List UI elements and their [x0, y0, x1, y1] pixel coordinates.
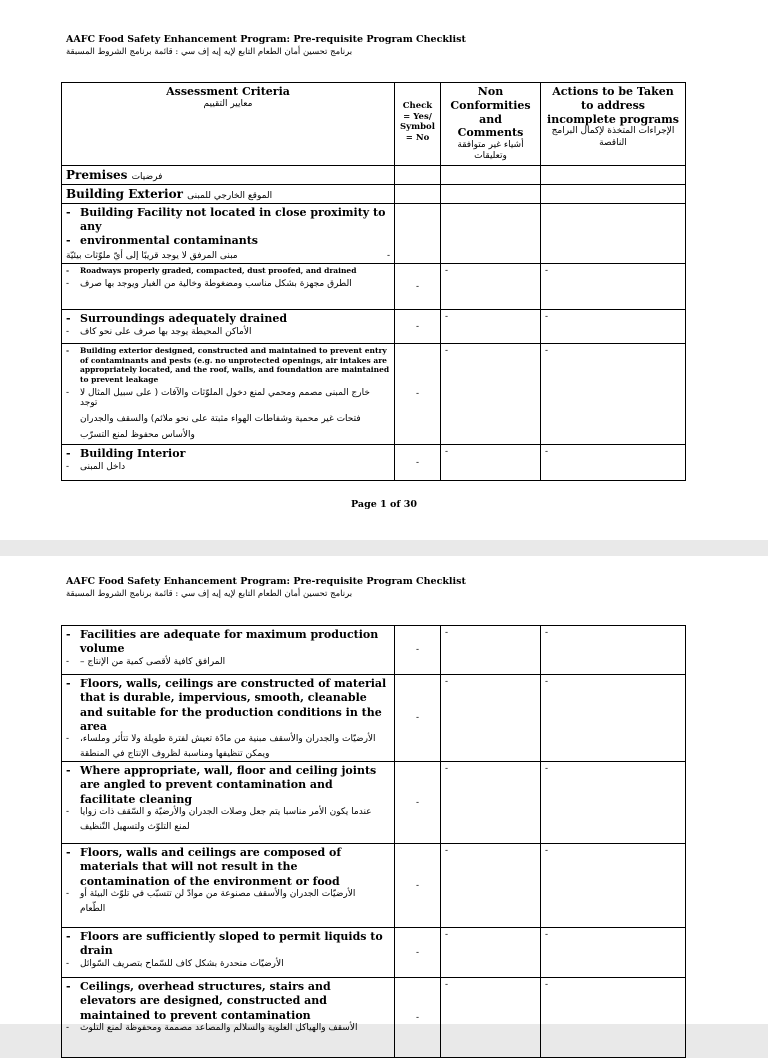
column-header-check: Check = Yes/ Symbol = No: [395, 83, 441, 166]
criteria-label-arabic: معايير التقييم: [203, 98, 253, 109]
nc-cell[interactable]: -: [441, 310, 541, 344]
nc-label: Non Conformities and Comments: [450, 85, 531, 140]
criteria-cell: - Building exterior designed, constructed and maintained to prevent entry of contaminants and pests (e.g. no unprotected openings, air intakes are appropriately located, and the roof, walls, and foundation are maintained to prevent leakage - خارج المبنى مصمم ومحمي لمنع دخول الملوّثات والآفات ( على سبيل المثال لا توجد فتحات غير محمية وشفاطات الهواء مثبتة على نحو ملائم) والسقف والجدران والأساس محفوظ لمنع التسرّب: [62, 344, 395, 445]
table-row: [62, 264, 686, 310]
nc-cell[interactable]: -: [441, 762, 541, 844]
page-number: Page 1 of 30: [351, 499, 417, 510]
criteria-text-arabic: عندما يكون الأمر مناسبا يتم جعل وصلات الجدران والأرضيّة و السّقف ذات زوايا: [80, 807, 372, 818]
criteria-cell: - Roadways properly graded, compacted, dust proofed, and drained - الطرق مجهزة بشكل مناسب ومضغوطة وخالية من الغبار ويوجد بها صرف: [62, 264, 395, 310]
criteria-cell: - Building Facility not located in close proximity to any - environmental contaminants مبنى المرفق لا يوجد قريبًا إلى أيّ ملوّثات بيئيّة -: [62, 203, 395, 264]
actions-cell[interactable]: -: [541, 264, 686, 310]
criteria-text-arabic: الأرضيّات منحدرة بشكل كاف للسّماح بتصريف السّوائل: [80, 958, 284, 969]
criteria-text-arabic: فتحات غير محمية وشفاطات الهواء مثبتة على نحو ملائم) والسقف والجدران: [80, 413, 361, 424]
table-row: [62, 184, 686, 203]
criteria-text: Surroundings adequately drained: [80, 312, 288, 326]
nc-cell[interactable]: -: [441, 264, 541, 310]
check-cell[interactable]: -: [395, 445, 441, 481]
building-exterior-label: Building Exterior: [66, 186, 183, 201]
criteria-text: Building Facility not located in close proximity to any: [80, 205, 386, 233]
nc-label-arabic: أشياء غير متوافقة وتعليقات: [457, 140, 524, 162]
actions-cell[interactable]: -: [541, 675, 686, 762]
check-cell[interactable]: -: [395, 844, 441, 928]
table-row: [62, 626, 686, 675]
check-cell[interactable]: -: [395, 344, 441, 445]
column-header-criteria: [62, 83, 395, 166]
premises-label: Premises: [66, 167, 128, 182]
criteria-text-arabic: لمنع التلوّث ولتسهيل التّنظيف: [80, 822, 190, 833]
criteria-text-arabic: خارج المبنى مصمم ومحمي لمنع دخول الملوّثات والآفات ( على سبيل المثال لا توجد: [80, 387, 370, 408]
actions-cell[interactable]: -: [541, 310, 686, 344]
actions-cell[interactable]: -: [541, 344, 686, 445]
actions-cell[interactable]: -: [541, 978, 686, 1058]
actions-label: Actions to be Taken to address incomplete programs: [547, 85, 679, 126]
criteria-text-arabic: الأماكن المحيطة يوجد بها صرف على نحو كاف: [80, 326, 252, 337]
criteria-text-arabic: المرافق كافية لأقصى كمية من الإنتاج –: [80, 656, 226, 667]
table-header-row: [62, 83, 686, 166]
column-header-nonconformities: [441, 83, 541, 166]
check-cell[interactable]: -: [395, 310, 441, 344]
criteria-cell: - Building Interior - داخل المبنى: [62, 445, 395, 481]
criteria-text-arabic: الأسقف والهياكل العلوية والسلالم والمصاعد مصممة ومحفوظة لمنع التلوث: [80, 1023, 358, 1034]
criteria-text: Ceilings, overhead structures, stairs and elevators are designed, constructed and maintained to prevent contamination: [80, 980, 331, 1022]
criteria-text: Roadways properly graded, compacted, dust proofed, and drained: [80, 266, 357, 276]
section-building-exterior: [62, 184, 395, 203]
criteria-cell: - Floors, walls, ceilings are constructed of material that is durable, impervious, smooth, cleanable and suitable for the production conditions in the area - الأرضيّات والجدران والأسقف مبنية من مادّة تعيش لفترة طويلة ولا تتأثر وملساء، ويمكن تنظيفها ومناسبة لظروف الإنتاج في المنطقة: [62, 675, 395, 762]
table-row: [62, 675, 686, 762]
section-premises: [62, 165, 395, 184]
table-row: [62, 844, 686, 928]
table-row: [62, 165, 686, 184]
table-row: [62, 310, 686, 344]
page-header: [66, 576, 466, 599]
header-title-arabic: برنامج تحسين أمان الطعام التابع لإيه إيه إف سي : قائمة برنامج الشروط المسبقة: [66, 47, 353, 57]
checklist-table: [61, 625, 686, 1058]
check-cell[interactable]: -: [395, 264, 441, 310]
table-row: [62, 203, 686, 264]
criteria-label: Assessment Criteria: [166, 85, 290, 98]
actions-cell[interactable]: -: [541, 844, 686, 928]
check-cell[interactable]: -: [395, 978, 441, 1058]
criteria-text: Facilities are adequate for maximum production volume: [80, 628, 379, 656]
criteria-cell: - Facilities are adequate for maximum production volume - المرافق كافية لأقصى كمية من الإنتاج –: [62, 626, 395, 675]
premises-label-arabic: فرضيات: [131, 171, 163, 182]
criteria-text-arabic: الأرضيّات الجدران والأسقف مصنوعة من موادّ لن تتسبّب في تلوّث البيئة أو: [80, 889, 356, 900]
actions-cell[interactable]: -: [541, 445, 686, 481]
criteria-text: Floors, walls, ceilings are constructed of material that is durable, impervious, smooth, cleanable and suitable for the production conditions in the area: [80, 677, 387, 733]
check-cell[interactable]: -: [395, 762, 441, 844]
header-title: AAFC Food Safety Enhancement Program: Pre-requisite Program Checklist: [66, 34, 466, 45]
table-row: [62, 344, 686, 445]
criteria-text-arabic: الأرضيّات والجدران والأسقف مبنية من مادّة تعيش لفترة طويلة ولا تتأثر وملساء،: [80, 734, 376, 745]
check-cell[interactable]: -: [395, 928, 441, 978]
criteria-text-arabic: مبنى المرفق لا يوجد قريبًا إلى أيّ ملوّثات بيئيّة: [66, 251, 238, 262]
check-cell[interactable]: -: [395, 626, 441, 675]
nc-cell[interactable]: -: [441, 626, 541, 675]
table-row: [62, 445, 686, 481]
criteria-cell: - Floors, walls and ceilings are composed of materials that will not result in the contamination of the environment or food - الأرضيّات الجدران والأسقف مصنوعة من موادّ لن تتسبّب في تلوّث البيئة أو الطّعام: [62, 844, 395, 928]
nc-cell[interactable]: -: [441, 844, 541, 928]
actions-cell[interactable]: -: [541, 626, 686, 675]
checklist-table: [61, 82, 686, 481]
page-header: [66, 34, 466, 57]
table-row: [62, 978, 686, 1058]
nc-cell[interactable]: -: [441, 978, 541, 1058]
table-row: [62, 762, 686, 844]
check-cell[interactable]: -: [395, 675, 441, 762]
criteria-text-arabic: الطرق مجهزة بشكل مناسب ومضغوطة وخالية من الغبار ويوجد بها صرف: [80, 278, 352, 289]
nc-cell[interactable]: -: [441, 344, 541, 445]
nc-cell[interactable]: -: [441, 445, 541, 481]
building-exterior-label-arabic: الموقع الخارجي للمبنى: [187, 190, 273, 201]
criteria-text: Building exterior designed, constructed and maintained to prevent entry of contaminants and pests (e.g. no unprotected openings, air intakes are appropriately located, and the roof, walls, and foundation are maintained to prevent leakage: [80, 346, 390, 384]
criteria-text: Building Interior: [80, 447, 186, 461]
criteria-text-arabic: داخل المبنى: [80, 461, 126, 472]
actions-cell[interactable]: -: [541, 762, 686, 844]
column-header-actions: [541, 83, 686, 166]
criteria-text-arabic: والأساس محفوظ لمنع التسرّب: [80, 429, 195, 440]
header-title-arabic: برنامج تحسين أمان الطعام التابع لإيه إيه إف سي : قائمة برنامج الشروط المسبقة: [66, 589, 353, 599]
criteria-cell: - Floors are sufficiently sloped to permit liquids to drain - الأرضيّات منحدرة بشكل كاف للسّماح بتصريف السّوائل: [62, 928, 395, 978]
nc-cell[interactable]: -: [441, 675, 541, 762]
criteria-text: environmental contaminants: [80, 234, 259, 248]
criteria-cell: - Surroundings adequately drained - الأماكن المحيطة يوجد بها صرف على نحو كاف: [62, 310, 395, 344]
criteria-cell: - Ceilings, overhead structures, stairs and elevators are designed, constructed and maintained to prevent contamination - الأسقف والهياكل العلوية والسلالم والمصاعد مصممة ومحفوظة لمنع التلوث: [62, 978, 395, 1058]
actions-label-arabic: الإجراءات المتخذة لإكمال البرامج الناقصة: [551, 126, 675, 148]
criteria-text: Floors are sufficiently sloped to permit liquids to drain: [80, 930, 383, 958]
header-title: AAFC Food Safety Enhancement Program: Pre-requisite Program Checklist: [66, 576, 466, 587]
table-row: [62, 928, 686, 978]
criteria-text: Floors, walls and ceilings are composed of materials that will not result in the contamination of the environment or food: [80, 846, 342, 888]
criteria-cell: - Where appropriate, wall, floor and ceiling joints are angled to prevent contamination and facilitate cleaning - عندما يكون الأمر مناسبا يتم جعل وصلات الجدران والأرضيّة و السّقف ذات زوايا لمنع التلوّث ولتسهيل التّنظيف: [62, 762, 395, 844]
criteria-text-arabic: الطّعام: [80, 904, 106, 915]
nc-cell[interactable]: -: [441, 928, 541, 978]
document-page-2: [0, 556, 768, 1034]
criteria-text-arabic: ويمكن تنظيفها ومناسبة لظروف الإنتاج في المنطقة: [80, 749, 270, 760]
criteria-text: Where appropriate, wall, floor and ceiling joints are angled to prevent contamination and facilitate cleaning: [80, 764, 377, 806]
actions-cell[interactable]: -: [541, 928, 686, 978]
